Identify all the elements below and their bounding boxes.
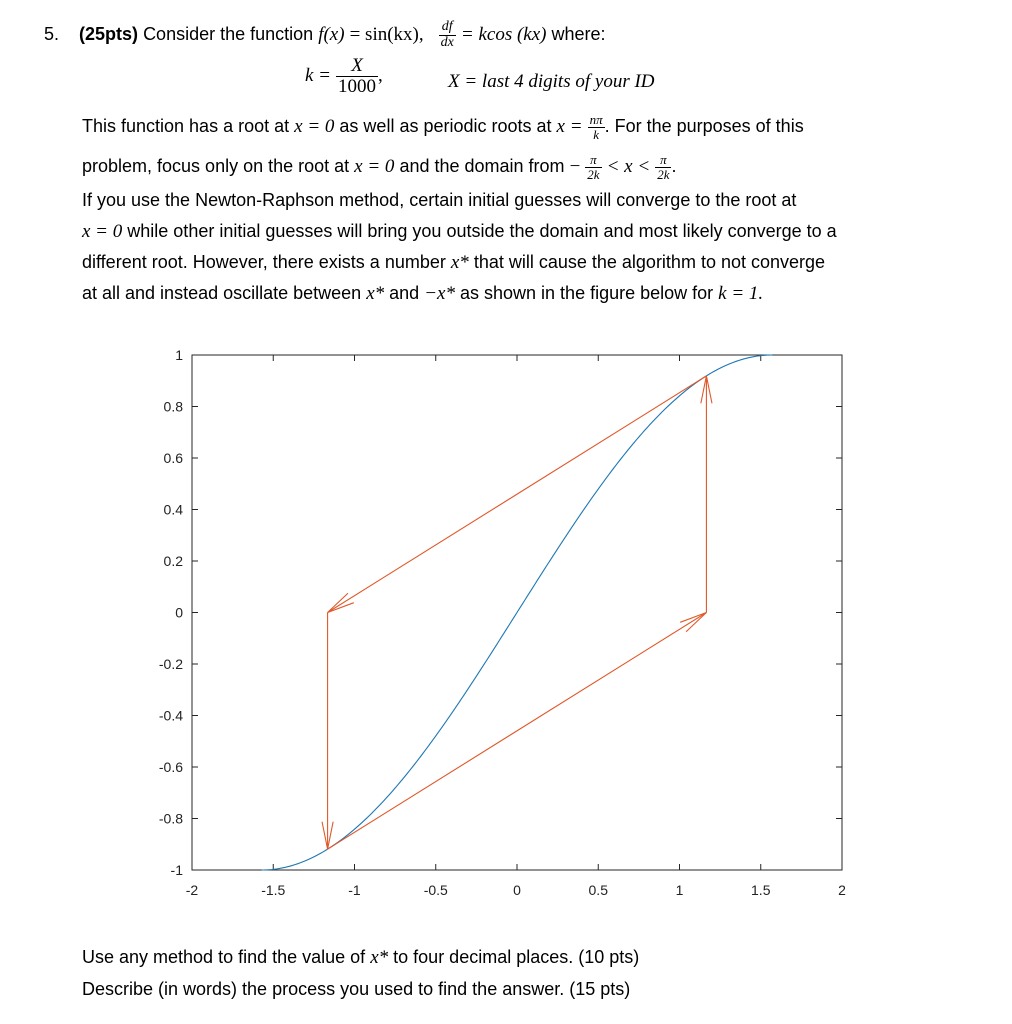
pi-2k-fraction-left: $\frac{\pi}{2k}$: [587, 152, 600, 182]
problem-points: (25pts): [79, 23, 139, 44]
x-definition: X = last 4 digits of your ID: [448, 71, 655, 92]
question-line-2: Describe (in words) the process you used to find the answer. (15 pts): [82, 979, 631, 999]
domain-text-a: problem, focus only on the root at: [82, 155, 350, 176]
newton-raphson-plot: [140, 340, 860, 910]
para-4-text-a: at all and instead oscillate between: [82, 283, 362, 303]
x-tick-label: 0: [513, 882, 521, 898]
question-1-text-a: Use any method to find the value of: [82, 947, 366, 967]
y-tick-label: 0: [175, 604, 183, 621]
npi-fraction: $\frac{n\pi}{k}$: [589, 112, 603, 142]
y-tick-label: -0.4: [158, 707, 183, 724]
root-x0: x = 0: [294, 115, 335, 137]
para-3-text-b: that will cause the algorithm to not converge: [473, 252, 826, 272]
derivative-fraction: $\frac{df}{dx}$: [440, 19, 454, 50]
para-4-text-b: as shown in the figure below for: [460, 283, 714, 303]
domain-root: x = 0: [354, 155, 395, 177]
x-tick-label: -2: [185, 882, 199, 898]
para-3-xstar: x*: [450, 252, 469, 273]
roots-text-b: as well as periodic roots at: [339, 115, 552, 136]
df-rhs: = kcos (kx): [460, 23, 547, 45]
y-tick-label: -0.8: [158, 810, 183, 827]
k-definition: [305, 56, 383, 97]
problem-intro: Consider the function: [143, 23, 314, 44]
y-tick-label: -1: [170, 862, 183, 878]
y-tick-label: 1: [175, 347, 183, 363]
k-fraction: $\frac{X}{1000}$: [338, 55, 377, 97]
x-tick-label: 0.5: [588, 882, 608, 898]
question-1-text-b: to four decimal places. (10 pts): [393, 947, 640, 967]
para-2-text: while other initial guesses will bring you outside the domain and most likely converge to a: [127, 221, 837, 241]
paragraph-line-1: If you use the Newton-Raphson method, certain initial guesses will converge to the root at: [82, 190, 797, 210]
domain-inequality: < x <: [606, 155, 651, 177]
domain-minus: −: [569, 155, 581, 177]
paragraph-line-2: [82, 219, 837, 244]
para-4-k: k = 1.: [718, 283, 764, 304]
problem-number: 5.: [44, 23, 60, 44]
f-lhs: f(x): [318, 23, 345, 45]
roots-x: x =: [556, 115, 583, 137]
domain-line: [82, 153, 676, 181]
y-tick-label: 0.4: [163, 501, 183, 518]
para-4-and: and: [389, 283, 420, 303]
y-tick-label: -0.2: [158, 656, 183, 672]
y-tick-label: 0.2: [163, 553, 183, 569]
roots-text-a: This function has a root at: [82, 115, 290, 136]
paragraph-line-3: [82, 250, 825, 275]
y-tick-label: 0.8: [163, 398, 183, 415]
question-line-1: [82, 945, 639, 970]
para-4-xstar: x*: [366, 283, 385, 304]
k-comma: ,: [378, 65, 383, 87]
y-tick-label: -0.6: [158, 759, 183, 775]
problem-header: [44, 20, 606, 50]
x-tick-label: 1.5: [751, 882, 771, 898]
x-tick-label: -1.5: [261, 882, 286, 898]
para-3-text-a: different root. However, there exists a number: [82, 252, 446, 272]
roots-line: [82, 113, 804, 141]
roots-text-c: . For the purposes of this: [604, 115, 804, 136]
paragraph-line-4: [82, 281, 763, 306]
x-tick-label: -1: [348, 882, 361, 898]
where-word: where:: [551, 23, 606, 44]
y-tick-label: 0.6: [163, 450, 183, 466]
domain-text-b: and the domain from: [399, 155, 565, 176]
k-lhs: k =: [305, 65, 332, 87]
para-4-neg-xstar: −x*: [424, 283, 455, 304]
pi-2k-fraction-right: $\frac{\pi}{2k}$: [657, 152, 670, 182]
question-1-xstar: x*: [370, 947, 389, 968]
f-eq: = sin(kx),: [349, 23, 424, 45]
domain-period: .: [671, 155, 677, 176]
x-tick-label: 1: [675, 882, 684, 898]
para-x0: x = 0: [82, 221, 123, 242]
x-tick-label: 2: [838, 882, 846, 898]
x-tick-label: -0.5: [423, 882, 448, 898]
